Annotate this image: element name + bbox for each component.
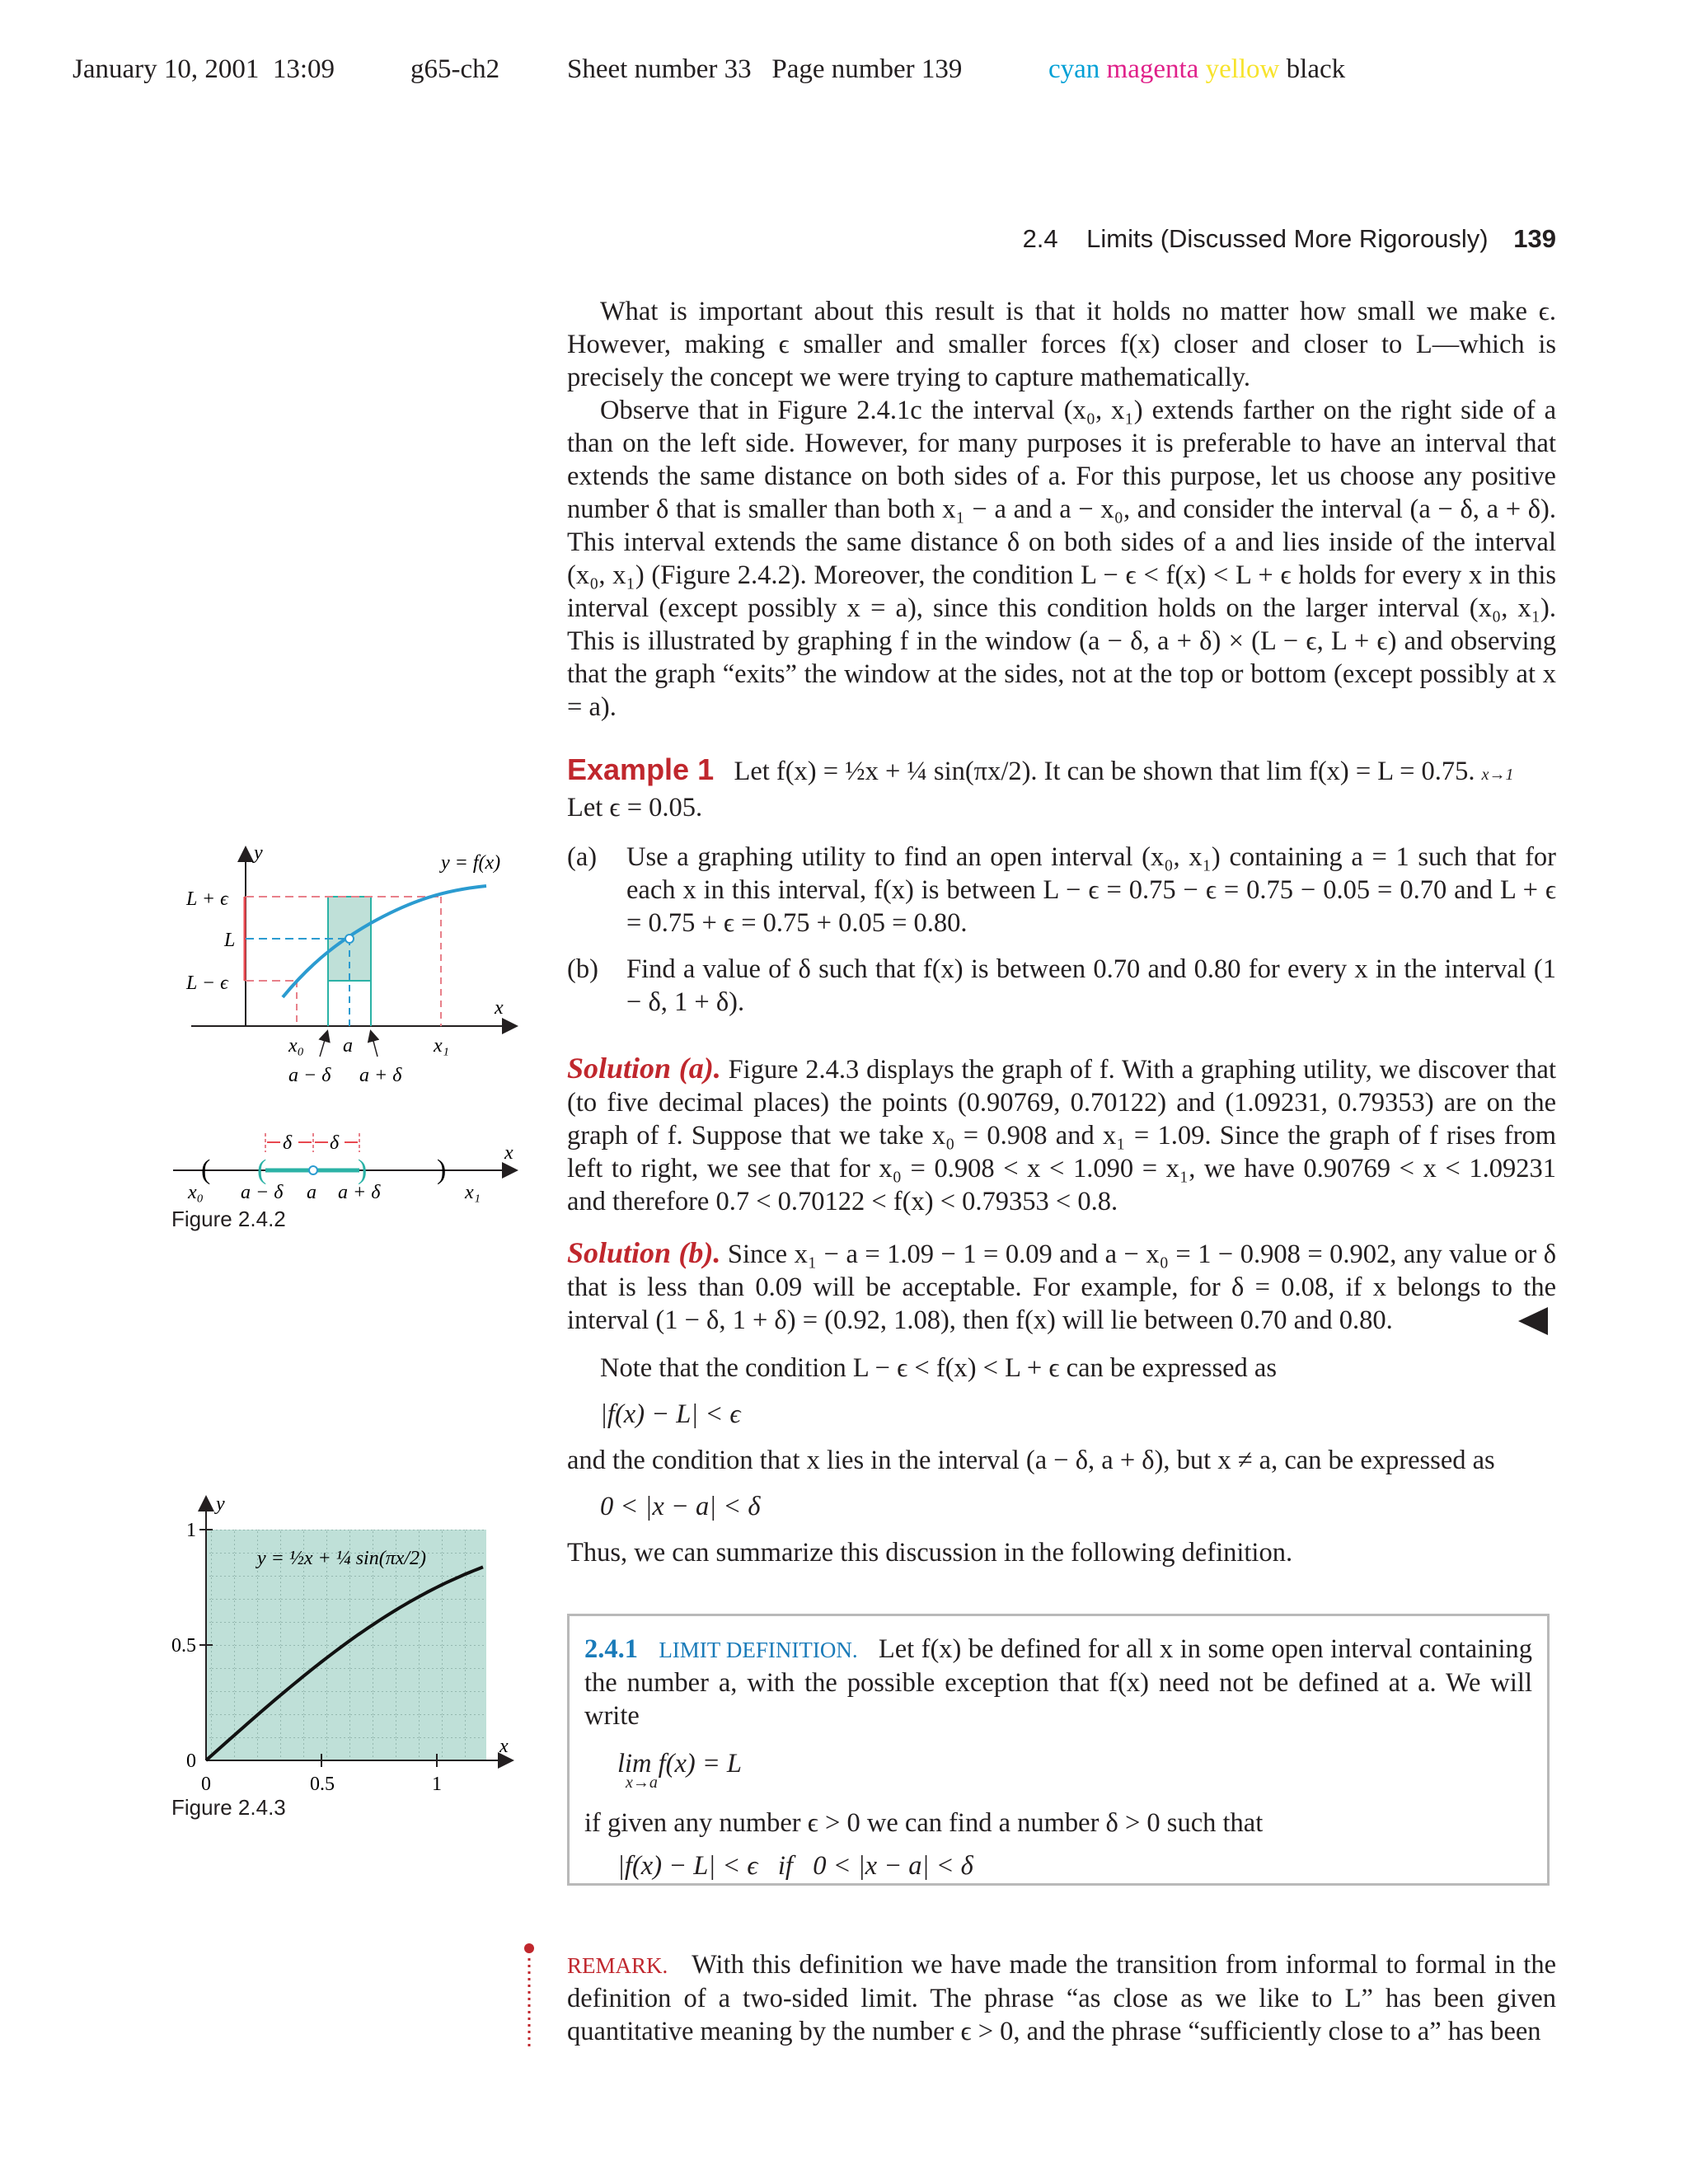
figure-2-4-2 [165, 841, 544, 1228]
definition-text: Let f(x) be defined for all x in some open interval containing the number a, with the possible exception that f(x) need not be defined at a. We will write [584, 1634, 1532, 1731]
line-label-x0: x₀ [188, 1182, 204, 1203]
point-a-line [309, 1166, 317, 1174]
color-black: black [1286, 54, 1346, 84]
x0-paren: ( [201, 1155, 211, 1185]
print-sheet-page [567, 54, 962, 85]
intro-text [567, 295, 1556, 724]
definition-condition: if given any number ϵ > 0 we can find a number δ > 0 such that [584, 1808, 1264, 1838]
definition-box [567, 1614, 1550, 1886]
solution-a-label: Solution (a). [567, 1052, 721, 1085]
paragraph-1: What is important about this result is that it holds no matter how small we make ϵ. However, making ϵ smaller and smaller forces f(x) closer and closer to L—which is precisely the concept we were trying to capture mathematically. [567, 297, 1556, 392]
tick-label-y-0: 0 [186, 1750, 196, 1772]
definition-lim-sub: x→a [626, 1774, 658, 1792]
a-minus-delta-paren: ( [257, 1155, 267, 1185]
part-b-text: Find a value of δ such that f(x) is between 0.70 and 0.80 for every x in the interval (1 − δ, 1 + δ). [626, 954, 1556, 1017]
example-statement [567, 753, 1556, 791]
fig243-formula: y = ½x + ¼ sin(πx/2) [257, 1548, 427, 1569]
paragraph-2: Observe that in Figure 2.4.1c the interval (x₀, x₁) extends farther on the right side of a than on the left side. However, for many purposes it is preferable to have an interval that extends the same distance on both sides of a. For this purpose, let us choose any positive number δ that is smaller than both x₁ − a and a − x₀, and consider the interval (a − δ, a + δ). This interval extends the same distance δ on both sides of a and lies inside of the interval (x₀, x₁) (Figure 2.4.2). Moreover, the condition L − ϵ < f(x) < L + ϵ holds for every x in this interval (except possibly x = a), since this condition holds on the larger interval (x₀, x₁). This is illustrated by graphing f in the window (a − δ, a + δ) × (L − ϵ, L + ϵ) and observing that the graph “exits” the window at the sides, not at the top or bottom (except possibly at x = a). [567, 396, 1556, 722]
solution-a [567, 1052, 1556, 1218]
label-a-minus-delta: a − δ [288, 1065, 331, 1086]
arrow-a-plus-delta [371, 1032, 377, 1057]
running-head [1023, 224, 1556, 254]
line-label-a-minus-delta: a − δ [241, 1182, 284, 1203]
solution-b-text: Since x₁ − a = 1.09 − 1 = 0.09 and a − x₀ = 1 − 0.908 = 0.902, any value or δ that is less than 0.09 will be acceptable. For example, for δ = 0.08, if x belongs to the interval (1 − δ, 1 + δ) = (0.92, 1.08), then f(x) will lie between 0.70 and 0.80. [567, 1240, 1557, 1335]
print-file: g65-ch2 [410, 54, 500, 84]
line-label-a: a [307, 1182, 316, 1203]
solution-a-text: Figure 2.4.3 displays the graph of f. With a graphing utility, we discover that (to five decimal places) the points (0.90769, 0.70122) and (1.09231, 0.79353) are on the graph of f. Suppose that we take x₀ = 0.908 and x₁ = 1.09. Since the graph of f rises from left to right, we see that for x₀ = 0.908 < x < 1.090 = x₁, we have 0.90769 < x < 1.09231 and therefore 0.7 < 0.70122 < f(x) < 0.79353 < 0.8. [567, 1055, 1557, 1216]
label-x1: x₁ [434, 1035, 449, 1057]
figure-2-4-3 [165, 1483, 528, 1797]
note-summary: Thus, we can summarize this discussion in the following definition. [567, 1538, 1293, 1568]
fig242-y-label: y [254, 842, 263, 864]
delta-label-left: δ [283, 1132, 293, 1154]
figure-2-4-3-caption: Figure 2.4.3 [171, 1795, 286, 1820]
label-L-plus-eps: L + ϵ [186, 888, 228, 910]
arrow-a-minus-delta [320, 1032, 327, 1057]
remark-margin-dots [524, 1942, 534, 2049]
part-b-label: (b) [567, 954, 598, 984]
solution-b [567, 1236, 1556, 1337]
print-date-time [73, 54, 335, 85]
tick-label-x-0: 0 [201, 1774, 211, 1795]
label-x0: x₀ [288, 1035, 304, 1057]
fig242-curve-label: y = f(x) [441, 852, 501, 874]
label-L-minus-eps: L − ϵ [186, 972, 228, 994]
example-statement-a: Let f(x) = ½x + ¼ sin(πx/2). It can be shown that lim f(x) = L = 0.75. [734, 757, 1475, 786]
number-line-x: x [504, 1142, 513, 1164]
example-part-a [567, 841, 1556, 940]
print-page: Page number 139 [771, 54, 963, 84]
label-L: L [224, 930, 236, 951]
section-title: Limits (Discussed More Rigorously) [1086, 224, 1489, 253]
tick-label-x-1: 1 [432, 1774, 442, 1795]
remark-text: With this definition we have made the transition from informal to formal in the definition of a two-sided limit. The phrase “as close as we like to L” has been given quantitative meaning by the number ϵ > 0, and the phrase “sufficiently close to a” has been [567, 1950, 1557, 2046]
definition-title: LIMIT DEFINITION. [659, 1638, 858, 1662]
print-date: January 10, 2001 [73, 54, 260, 84]
tick-label-y-05: 0.5 [171, 1635, 196, 1657]
remark-block [567, 1948, 1556, 2048]
figure-2-4-2-caption: Figure 2.4.2 [171, 1207, 286, 1231]
line-label-a-plus-delta: a + δ [338, 1182, 381, 1203]
print-time: 13:09 [272, 54, 335, 84]
point-a-L [345, 935, 354, 943]
definition-final-eq: |f(x) − L| < ϵ if 0 < |x − a| < δ [617, 1851, 973, 1881]
example-label: Example 1 [567, 752, 715, 786]
example-statement-b: Let ϵ = 0.05. [567, 793, 703, 823]
page-number: 139 [1513, 224, 1556, 253]
label-a-plus-delta: a + δ [359, 1065, 402, 1086]
note-mid: and the condition that x lies in the interval (a − δ, a + δ), but x ≠ a, can be expressed as [567, 1446, 1495, 1475]
fig243-y-label: y [216, 1493, 225, 1515]
color-magenta: magenta [1106, 54, 1199, 84]
end-of-solution-triangle [1518, 1307, 1548, 1335]
note-eq2: 0 < |x − a| < δ [600, 1492, 761, 1521]
tick-label-y-1: 1 [186, 1520, 196, 1541]
part-a-text: Use a graphing utility to find an open interval (x₀, x₁) containing a = 1 such that for each x in this interval, f(x) is between L − ϵ = 0.75 − ϵ = 0.75 − 0.05 = 0.70 and L + ϵ = 0.75 + ϵ = 0.75 + 0.05 = 0.80. [626, 842, 1556, 938]
example-lim-sub: x→1 [1481, 766, 1514, 784]
note-eq1: |f(x) − L| < ϵ [600, 1399, 741, 1429]
label-a: a [343, 1035, 353, 1057]
color-yellow: yellow [1205, 54, 1280, 84]
definition-number: 2.4.1 [584, 1634, 638, 1664]
definition-lim-eq: lim f(x) = L [617, 1749, 743, 1779]
fig243-x-label: x [499, 1736, 509, 1757]
example-part-b [567, 953, 1556, 1019]
part-a-label: (a) [567, 842, 598, 872]
x1-paren: ) [437, 1155, 447, 1185]
example-1 [567, 753, 1556, 1019]
f-curve [283, 886, 486, 997]
tick-label-x-05: 0.5 [310, 1774, 335, 1795]
remark-label: REMARK. [567, 1953, 668, 1978]
color-cyan: cyan [1048, 54, 1100, 84]
solution-b-label: Solution (b). [567, 1236, 721, 1269]
definition-content [584, 1633, 1532, 1882]
delta-label-right: δ [330, 1132, 340, 1154]
print-colors [1048, 54, 1345, 85]
fig242-x-label: x [495, 997, 504, 1019]
note-intro: Note that the condition L − ϵ < f(x) < L + ϵ can be expressed as [600, 1353, 1278, 1383]
a-plus-delta-paren: ) [358, 1155, 368, 1185]
note-block [567, 1352, 1556, 1569]
line-label-x1: x₁ [465, 1182, 481, 1203]
print-sheet: Sheet number 33 [567, 54, 752, 84]
section-number: 2.4 [1022, 224, 1058, 253]
